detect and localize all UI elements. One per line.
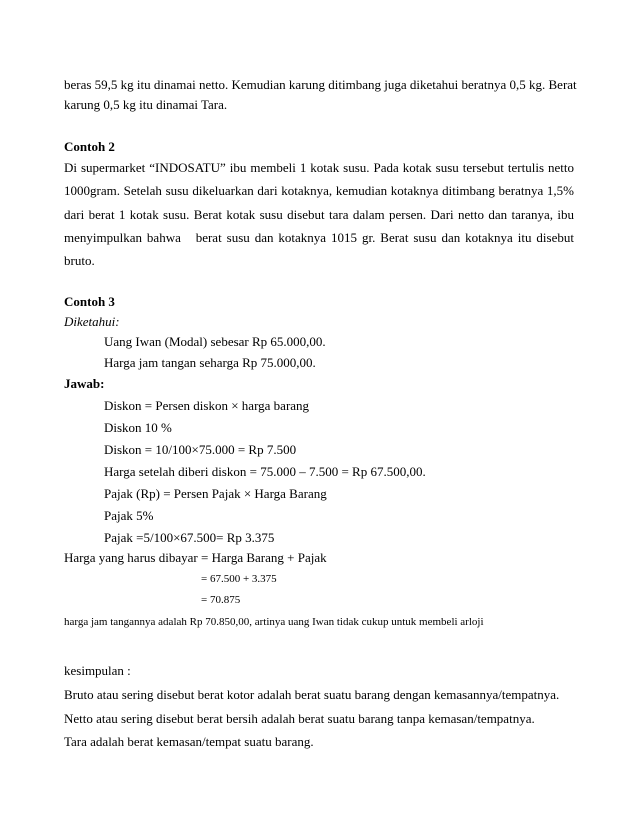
step-pajak-hitung: Pajak =5/100×67.500= Rp 3.375 [104, 530, 275, 545]
given-modal: Uang Iwan (Modal) sebesar Rp 65.000,00. [104, 334, 326, 349]
contoh-3-conclusion: harga jam tangannya adalah Rp 70.850,00, artinya uang Iwan tidak cukup untuk membeli arloji [64, 616, 484, 628]
step-diskon-persen: Diskon 10 % [104, 420, 172, 435]
kesimpulan-netto: Netto atau sering disebut berat bersih adalah berat suatu barang tanpa kemasan/tempatnya. [64, 711, 535, 726]
contoh-2-heading: Contoh 2 [64, 139, 115, 154]
step-pajak-formula: Pajak (Rp) = Persen Pajak × Harga Barang [104, 486, 327, 501]
kesimpulan-label: kesimpulan : [64, 663, 131, 678]
calc-line-1: = Harga Barang + Pajak [201, 550, 327, 565]
kesimpulan-bruto: Bruto atau sering disebut berat kotor adalah berat suatu barang dengan kemasannya/tempatnya. [64, 687, 560, 702]
contoh-2-line-1: Di supermarket “INDOSATU” ibu membeli 1 kotak susu. Pada kotak susu tersebut tertulis netto [64, 160, 574, 175]
contoh-2-line-2: 1000gram. Setelah susu dikeluarkan dari kotaknya, kemudian kotaknya ditimbang beratnya 1,5% [64, 183, 574, 198]
contoh-2-line-4: menyimpulkan bahwa berat susu dan kotaknya 1015 gr. Berat susu dan kotaknya itu disebut [64, 230, 574, 245]
intro-line-1: beras 59,5 kg itu dinamai netto. Kemudian karung ditimbang juga diketahui beratnya 0,5 kg. Berat [64, 77, 577, 92]
step-pajak-persen: Pajak 5% [104, 508, 154, 523]
kesimpulan-tara: Tara adalah berat kemasan/tempat suatu barang. [64, 734, 314, 749]
step-harga-setelah-diskon: Harga setelah diberi diskon = 75.000 – 7.500 = Rp 67.500,00. [104, 464, 426, 479]
harga-dibayar-label: Harga yang harus dibayar [64, 550, 198, 565]
given-harga: Harga jam tangan seharga Rp 75.000,00. [104, 355, 316, 370]
calc-line-2: = 67.500 + 3.375 [201, 573, 277, 585]
step-diskon-formula: Diskon = Persen diskon × harga barang [104, 398, 310, 413]
jawab-label: Jawab: [64, 376, 105, 391]
contoh-2-line-5: bruto. [64, 253, 95, 268]
contoh-2-line-3: dari berat 1 kotak susu. Berat kotak susu disebut tara dalam persen. Dari netto dan taranya, ibu [64, 207, 574, 222]
contoh-3-heading: Contoh 3 [64, 294, 115, 309]
intro-line-2: karung 0,5 kg itu dinamai Tara. [64, 97, 228, 112]
diketahui-label: Diketahui: [64, 314, 120, 329]
step-diskon-hitung: Diskon = 10/100×75.000 = Rp 7.500 [104, 442, 297, 457]
calc-line-3: = 70.875 [201, 594, 241, 606]
